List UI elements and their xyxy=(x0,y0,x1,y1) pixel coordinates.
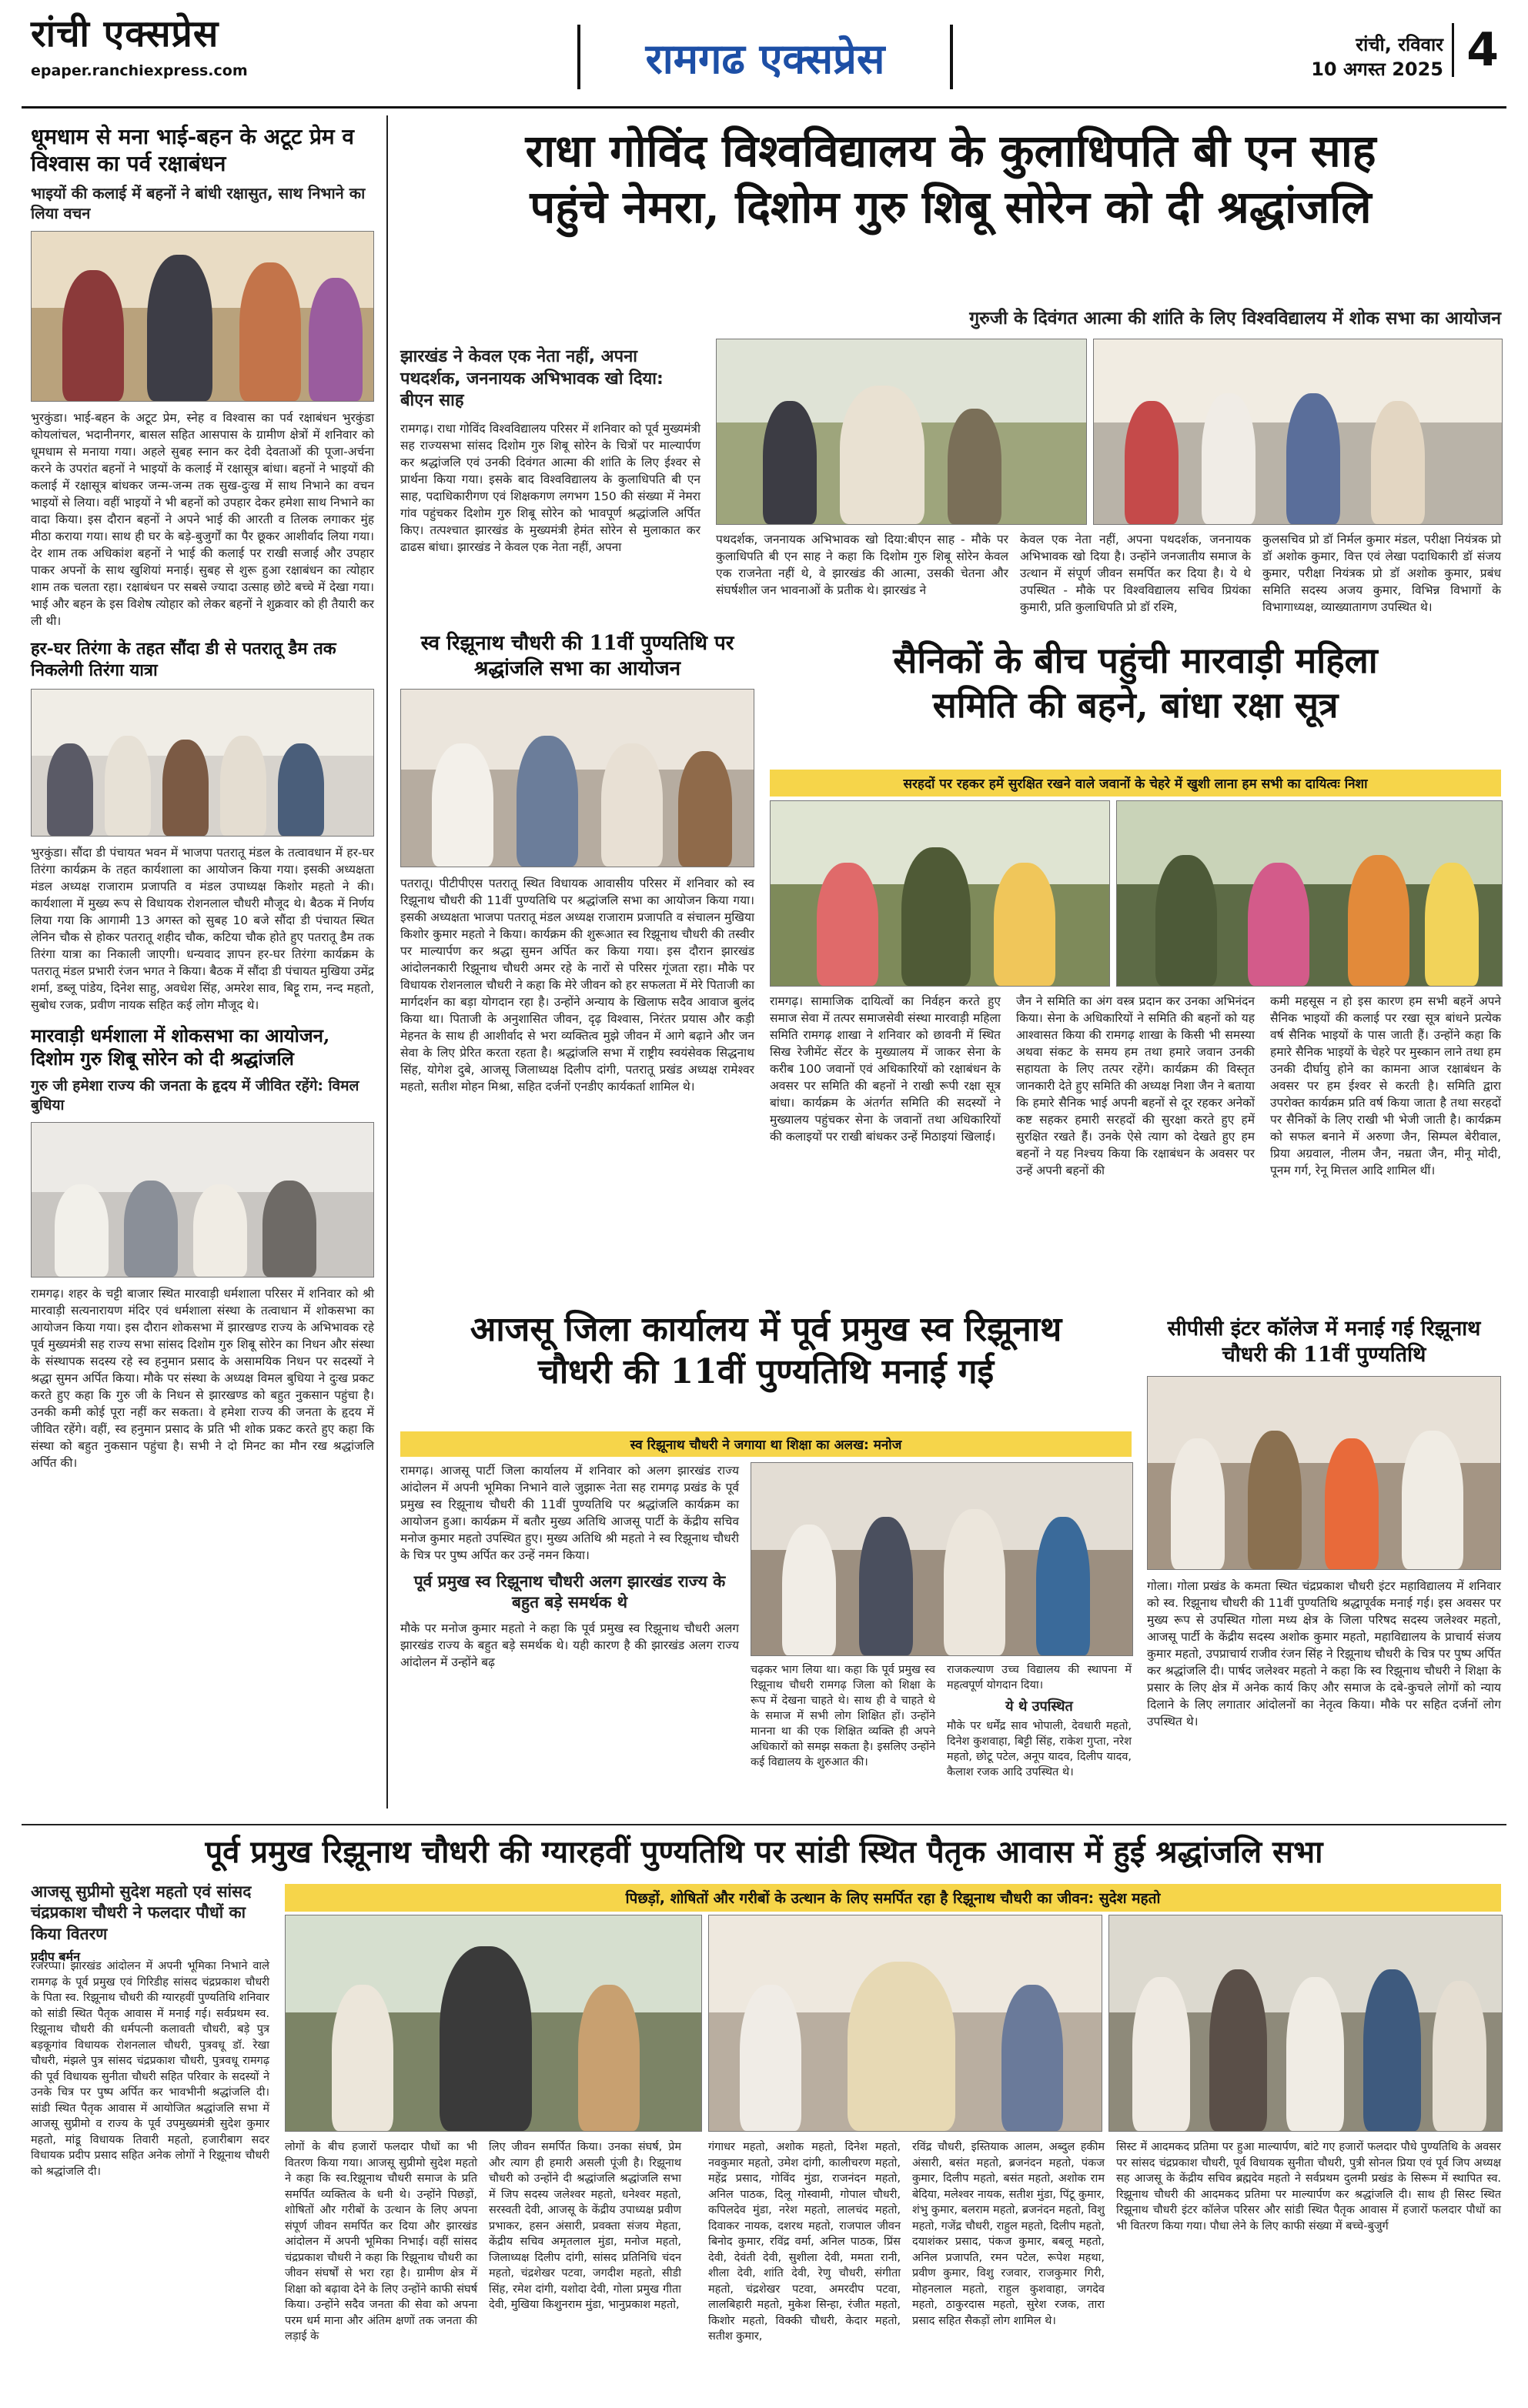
ajsu-banner: स्व रिझूनाथ चौधरी ने जगाया था शिक्षा का अलख: मनोज xyxy=(400,1431,1132,1457)
story-raksha-subhead: भाइयों की कलाई में बहनों ने बांधी रक्षासुत, साथ निभाने का लिया वचन xyxy=(31,184,366,222)
lead-body-2: पथदर्शक, जननायक अभिभावक खो दिया:बीएन साह - मौके पर कुलाधिपति बी एन साह ने कहा कि दिशोम गुरु शिबू सोरेन केवल एक राजनेता नहीं थे, वे झारखंड की आत्मा, उसकी चेतना और संघर्षशील जन भावनाओं के प्रतीक थे। झारखंड ने xyxy=(716,533,1008,597)
ajsu-headline-block xyxy=(400,1308,1132,1393)
story-raksha-body: भुरकुंडा। भाई-बहन के अटूट प्रेम, स्नेह व विश्वास का पर्व रक्षाबंधन भुरकुंडा कोयलांचल, भदानीनगर, बासल सहित आसपास के ग्रामीण क्षेत्रों में शनिवार को धूमधाम से मनाया गया। अहले सुबह स्नान कर देवी देवताओं की पूजा-अर्चना करने के उपरांत बहनों ने भाइयों के कलाई में रक्षासूत्र बांधा। बहनों ने भाइयों की कलाई में रक्षासूत्र बांधकर जन्म-जन्म तक सुख-दुःख में साथ निभाने का वचन भाइयों से लिया। वहीं भाइयों ने भी बहनों को उपहार देकर हमेशा साथ निभाने का वादा किया। इस दौरान बहनों ने अपने भाई की आरती व तिलक लगाकर मुंह मीठा कराया गया। साथ ही घर के बड़े-बुजुर्गों का पैर छूकर आशीर्वाद लिया गया। देर शाम तक अधिकांश बहनों ने भाई की कलाई पर राखी सजाई और उपहार पाकर अपनों के साथ खुशियां मनाई। सुबह से शुरू हुआ रक्षाबंधन का त्योहार शाम तक चलता रहा। रक्षाबंधन पर सबसे ज्यादा उत्साह छोटे बच्चे में देखा गया। भाई और बहन के इस विशेष त्योहार को लेकर बहनों ने शुक्रवार को ही तैयारी कर ली थी। xyxy=(31,411,374,628)
story-marwari-headline: मारवाड़ी धर्मशाला में शोकसभा का आयोजन, दिशोम गुरु शिबू सोरेन को दी श्रद्धांजलि xyxy=(31,1024,330,1070)
lead-text-column xyxy=(400,346,700,556)
cpc-story-photo xyxy=(1147,1376,1501,1570)
lead-headline-block xyxy=(400,123,1501,235)
cpc-story xyxy=(1147,1316,1501,1730)
lead-kicker: गुरुजी के दिवंगत आत्मा की शांति के लिए विश्वविद्यालय में शोक सभा का आयोजन xyxy=(969,309,1501,329)
army-photo-2 xyxy=(1116,800,1503,987)
army-body-3: कमी महसूस न हो इस कारण हम सभी बहनें अपने सैनिक भाइयों की कलाई पर रखा सूत्र बांधने प्रत्येक वर्ष सैनिक भाइयों के पास जाती हैं। उन्होंने कहा कि हमारे सैनिक भाइयों के चेहरे पर मुस्कान लाने तथा हम उनकी दीर्घायु होने का कामना आज रक्षाबंधन के अवसर पर हम ईश्वर से करती है। समिति द्वारा उपरोक्त कार्यक्रम प्रति वर्ष किया जाता है तथा सरहदों पर सैनिकों के लिए राखी भी भेजी जाती है। कार्यक्रम को सफल बनाने में अरुणा जैन, सिम्पल बेरीवाल, प्रिया अग्रवाल, नीलम जैन, नम्रता जैन, मीनू मोदी, पूनम गर्ग, रेनू मित्तल आदि शामिल थीं। xyxy=(1270,994,1501,1177)
bottom-col-4: गंगाधर महतो, अशोक महतो, दिनेश महतो, नवकुमार महतो, उमेश दांगी, कालीचरण महतो, महेंद्र प्रसाद, गोविंद मुंडा, राजनंदन महतो, अनिल पाठक, दिलू गोस्वामी, गोपाल चौधरी, कपिलदेव मुंडा, नरेश महतो, लालचंद महतो, दिवाकर नायक, दशरथ महतो, राजपाल जीवन बिनोद कुमार, रविंद्र वर्मा, अनिल पाठक, प्रिंस देवी, देवंती देवी, सुशीला देवी, ममता रानी, शीला देवी, शांति देवी, रेणु चौधरी, संगीता महतो, चंद्रशेखर पटवा, अमरदीप पटवा, लालबिहारी महतो, मुकेश सिन्हा, रंजीत महतो, किशोर महतो, विक्की चौधरी, केदार महतो, सतीश कुमार, xyxy=(708,2141,901,2343)
lead-photo-1 xyxy=(716,339,1087,525)
story-marwari-subhead: गुरु जी हमेशा राज्य की जनता के हृदय में जीवित रहेंगे: विमल बुधिया xyxy=(31,1077,359,1114)
bottom-side-headline: आजसू सुप्रीमो सुदेश महतो एवं सांसद चंद्रप्रकाश चौधरी ने फलदार पौधों का किया वितरण xyxy=(31,1882,252,1943)
mid-story-headline: स्व रिझूनाथ चौधरी की 11वीं पुण्यतिथि पर श्रद्धांजलि सभा का आयोजन xyxy=(420,632,734,680)
lead-body: रामगढ़। राधा गोविंद विश्वविद्यालय परिसर में शनिवार को पूर्व मुख्यमंत्री सह राज्यसभा सांसद दिशोम गुरु शिबू सोरेन के चित्रों पर माल्यार्पण कर श्रद्धांजलि एवं उनकी दिवंगत आत्मा की शांति के लिए ईश्वर से प्रार्थना किया गया। इसके बाद विश्वविद्यालय के कुलाधिपति बी एन साह, पदाधिकारीगण एवं शिक्षकगण लगभग 150 की संख्या में नेमरा गांव पहुंचकर दिशोम गुरु शिबू सोरेन को भावपूर्ण श्रद्धांजलि अर्पित किए। तत्पश्चात झारखंड के मुख्यमंत्री हेमंत सोरेन से मुलाकात कर ढाढस बांधा। झारखंड ने केवल एक नेता नहीं, अपना xyxy=(400,421,700,554)
mid-story xyxy=(400,631,754,1095)
masthead xyxy=(31,8,323,100)
dateline-place: रांची, रविवार xyxy=(1356,34,1443,55)
lead-body-3: केवल एक नेता नहीं, अपना पथदर्शक, जननायक अभिभावक खो दिया है। उन्होंने जनजातीय समाज के उत्थान में संपूर्ण जीवन समर्पित कर दिया है। ये थे उपस्थित - मौके पर विश्वविद्यालय सचिव प्रियंका कुमारी, प्रति कुलाधिपति प्रो डॉ रश्मि, xyxy=(1020,533,1251,614)
marwari-sabha-photo xyxy=(31,1122,374,1277)
army-body-2: जैन ने समिति का अंग वस्त्र प्रदान कर उनका अभिनंदन किया। सेना के अधिकारियों ने समिति की बहनों को यह आश्वासत किया की रामगढ़ शाखा के किसी भी समस्या अथवा संकट के समय हम तथा हमारे जवान उनकी सहायता के लिए तत्पर रहेंगे। कार्यक्रम की विस्तृत जानकारी देते हुए समिति की अध्यक्ष निशा जैन ने बताया कि हमारे सैनिक भाई अपनी बहनों से दूर रहकर अनेकों कष्ट सहकर हमारी सरहदों की सुरक्षा करते हुए हमें सुरक्षित रखते हैं। उनके ऐसे त्याग को देखते हुए हम बहनों ने यह निश्चय किया कि रक्षाबंधन के अवसर पर उन्हें अपनी बहनों की xyxy=(1016,994,1255,1177)
story-raksha-headline: धूमधाम से मना भाई-बहन के अटूट प्रेम व विश्वास का पर्व रक्षाबंधन xyxy=(31,124,354,176)
ajsu-body-1: रामगढ़। आजसू पार्टी जिला कार्यालय में शनिवार को अलग झारखंड राज्य आंदोलन में अपनी भूमिका निभाने वाले जुझारू नेता सह रामगढ़ प्रखंड के पूर्व प्रमुख स्व रिझूनाथ चौधरी की 11वीं पुण्यतिथि पर श्रद्धांजलि कार्यक्रम का आयोजन हुआ। कार्यक्रम में बतौर मुख्य अतिथि आजसू पार्टी के केंद्रीय सचिव मनोज कुमार महतो उपस्थित हुए। मुख्य अतिथि श्री महतो ने स्व रिझूनाथ चौधरी के चित्र पर पुष्प अर्पित कर उन्हें नमन किया। xyxy=(400,1464,739,1562)
bottom-photo-3 xyxy=(1108,1915,1503,2132)
section-divider xyxy=(22,1824,1506,1825)
ajsu-body-3: चढ़कर भाग लिया था। कहा कि पूर्व प्रमुख स्व रिझूनाथ चौधरी रामगढ़ जिला को शिक्षा के रूप में देखना चाहते थे। साथ ही वे चाहते थे के समाज में सभी लोग शिक्षित हों। उन्होंने मानना था की एक शिक्षित व्यक्ति ही अपने अधिकारों को समझ सकता है। इसलिए उन्होंने कई विद्यालय के शुरुआत की। xyxy=(751,1664,935,1768)
ajsu-present-head: ये थे उपस्थित xyxy=(1005,1698,1073,1715)
story-tiranga-headline: हर-घर तिरंगा के तहत सौंदा डी से पतरातू डैम तक निकलेगी तिरंगा यात्रा xyxy=(31,639,336,680)
bottom-byline: प्रदीप बर्मन xyxy=(31,1949,80,1964)
edition-title-box xyxy=(577,25,953,89)
tiranga-meeting-photo xyxy=(31,689,374,837)
bottom-banner: पिछड़ों, शोषितों और गरीबों के उत्थान के लिए समर्पित रहा है रिझूनाथ चौधरी का जीवन: सुदेश महतो xyxy=(285,1884,1501,1912)
cpc-story-headline: सीपीसी इंटर कॉलेज में मनाई गई रिझूनाथ चौधरी की 11वीं पुण्यतिथि xyxy=(1167,1317,1481,1367)
left-column xyxy=(31,123,374,1471)
ajsu-body-5: मौके पर धर्मेंद्र साव भोपाली, देवधारी महतो, दिनेश कुशवाहा, बिट्टी सिंह, राकेश गुप्ता, नरेश महतो, छोटू पटेल, अनूप यादव, दिलीप यादव, कैलाश रजक आदि उपस्थित थे। xyxy=(947,1720,1132,1779)
story-tiranga-body: भुरकुंडा। सौंदा डी पंचायत भवन में भाजपा पतरातू मंडल के तत्वावधान में हर-घर तिरंगा कार्यक्रम के तहत कार्यशाला का आयोजन किया गया। इसकी अध्यक्षता मंडल अध्यक्ष राजाराम प्रजापति व मंडल उपाध्यक्ष किशोर महतो ने की। कार्यशाला में मुख्य रूप से विधायक रोशनलाल चौधरी मौजूद थे। बैठक में निर्णय लिया गया कि आगामी 13 अगस्त को सुबह 10 बजे सौंदा डी पंचायत स्थित लेनिन चौक से होकर पतरातू शहीद चौक, कटिया चौक होते हुए पतरातू डैम तक तिरंगा यात्रा का निकाली जाएगी। धन्यवाद ज्ञापन हर-घर तिरंगा कार्यक्रम के पतरातू मंडल प्रभारी रंजन भगत ने किया। बैठक में सौंदा डी पंचायत मुखिया उमेंद्र शर्मा, डब्लू पांडेय, दिनेश साहु, अवधेश सिंह, अमरेश साव, बिट्टू राम, नन्द महतो, सुबोध रजक, प्रवीण नायक सहित कई लोग मौजूद थे। xyxy=(31,846,374,1012)
ajsu-headline-line-2: चौधरी की 11वीं पुण्यतिथि मनाई गई xyxy=(537,1352,995,1391)
header-rule xyxy=(22,106,1506,109)
ajsu-subhead: पूर्व प्रमुख स्व रिझूनाथ चौधरी अलग झारखंड राज्य के बहुत बड़े समर्थक थे xyxy=(413,1572,726,1612)
army-photo-1 xyxy=(770,800,1110,987)
edition-title: रामगढ एक्सप्रेस xyxy=(645,34,885,83)
mid-story-body: पतरातू। पीटीपीएस पतरातू स्थित विधायक आवासीय परिसर में शनिवार को स्व रिझूनाथ चौधरी की 11वीं पुण्यतिथि पर श्रद्धांजलि सभा का आयोजन किया गया। इसकी अध्यक्षता भाजपा पतरातू मंडल अध्यक्ष राजाराम प्रजापति व संचालन मुखिया किशोर कुमार महतो ने किया। कार्यक्रम की शुरूआत स्व रिझूनाथ चौधरी की तस्वीर पर माल्यार्पण कर श्रद्धा सुमन अर्पित कर किया गया। इस दौरान झारखंड आंदोलनकारी रिझूनाथ चौधरी अमर रहे के नारों से परिसर गूंजता रहा। मौके पर विधायक रोशनलाल चौधरी ने कहा कि मेरे जीवन को हर सफलता में मेरे पिताजी का मार्गदर्शन का बड़ा योगदान रहा है। उन्होंने अन्याय के खिलाफ सदैव आवाज बुलंद किया था। पिताजी के अनुशासित जीवन, दृढ़ विश्वास, निरंतर प्रयास और कड़ी मेहनत के साथ ही आशीर्वाद से भरा व्यक्तित्व मुझे जीवन में आगे बढ़ाने और जन सेवा के लिए प्रेरित करता रहता है। श्रद्धांजलि सभा में राष्ट्रीय स्वयंसेवक सिद्धनाथ सिंह, योगेश दुबे, आजसू जिलाध्यक्ष दिलीप दांगी, पतरातू प्रखंड अध्यक्ष रामेश्वर महतो, सतीश मोहन मिश्रा, सहित दर्जनों एनडीए कार्यकर्ता शामिल थे। xyxy=(400,877,754,1094)
army-banner: सरहदों पर रहकर हमें सुरक्षित रखने वाले जवानों के चेहरे में खुशी लाना हम सभी का दायित्वः निशा xyxy=(770,770,1501,797)
story-marwari-body: रामगढ़। शहर के चट्टी बाजार स्थित मारवाड़ी धर्मशाला परिसर में शनिवार को श्री मारवाड़ी सत्यनारायण मंदिर एवं धर्मशाला संस्था के तत्वाधान में शोकसभा का आयोजन किया गया। इस दौरान शोकसभा में झारखण्ड राज्य के अभिभावक रहे पूर्व मुख्यमंत्री सह राज्य सभा सांसद दिशोम गुरु शिबू सोरेन का निधन और संस्था के संस्थापक सदस्य रहे स्व हनुमान प्रसाद के असामयिक निधन पर सदस्यों ने श्रद्धा सुमन अर्पित किया। मौके पर संस्था के अध्यक्ष विमल बुधिया ने दुःख प्रकट करते हुए कहा कि गुरु जी के निधन से झारखण्ड को बहुत नुकसान पहुंचा है। उनकी कमी कोई पूरा नहीं कर सकता। वे हमेशा राज्य की जनता के हृदय में जीवित रहेंगे। वहीं, स्व हनुमान प्रसाद के प्रति भी शोक प्रकट करते हुए कहा कि संस्था को बहुत नुकसान पहुंचा है। सभी ने दो मिनट का मौन रख श्रद्धांजलि अर्पित की। xyxy=(31,1287,374,1471)
ajsu-text-right xyxy=(947,1662,1132,1780)
bottom-col-3: लिए जीवन समर्पित किया। उनका संघर्ष, प्रेम और त्याग ही हमारी असली पूंजी है। रिझूनाथ चौधरी को उन्होंने दी श्रद्धांजलि श्रद्धांजलि सभा में जिप सदस्य जलेश्वर महतो, धनेश्वर महतो, सरस्वती देवी, आजसू के केंद्रीय उपाध्यक्ष प्रवीण प्रभाकर, हसन अंसारी, प्रवक्ता संजय मेहता, केंद्रीय सचिव अमृतलाल मुंडा, मनोज महतो, जिलाध्यक्ष दिलीप दांगी, सांसद प्रतिनिधि चंदन महतो, चंद्रशेखर पटवा, जगदीश महतो, सीडी सिंह, रमेश दांगी, यशोदा देवी, गोला प्रमुख गीता देवी, मुखिया किशुनराम मुंडा, भानुप्रकाश महतो, xyxy=(489,2141,681,2311)
army-body-1: रामगढ़। सामाजिक दायित्वों का निर्वहन करते हुए समाज सेवा में तत्पर समाजसेवी संस्था मारवाड़ी महिला समिति रामगढ़ शाखा ने शनिवार को छावनी में स्थित सिख रेजीमेंट सेंटर के मुख्यालय में जाकर सेना के करीब 100 जवानों एवं अधिकारियों को रक्षाबंधन के अवसर पर समिति की बहनों ने राखी रूपी रक्षा सूत्र बांधा। कार्यक्रम के अंतर्गत समिति की सदस्यों ने मुख्यालय पहुंचकर सेना के जवानों तथा अधिकारियों की कलाइयों पर राखी बांधकर उन्हें मिठाइयां खिलाई। xyxy=(770,994,1001,1144)
army-headline-block xyxy=(770,639,1501,727)
masthead-logo: रांची एक्सप्रेस xyxy=(31,12,219,55)
bottom-col-5: रविंद्र चौधरी, इस्तियाक आलम, अब्दुल हकीम अंसारी, बसंत महतो, ब्रजनंदन महतो, पंकज कुमार, दिलीप महतो, बसंत महतो, अशोक राम बेदिया, मलेश्वर नायक, सतीश मुंडा, पिंटू कुमार, शंभु कुमार, बलराम महतो, ब्रजनंदन महतो, विशु महतो, गजेंद्र चौधरी, राहुल महतो, दिलीप महतो, दयाशंकर प्रसाद, पंकज कुमार, बबलू महतो, अनिल प्रजापति, रमन पटेल, रूपेश महथा, प्रवीण कुमार, विशु रजवार, राजकुमार गिरी, मोहनलाल महतो, राहुल कुशवाहा, जगदेव महतो, ठाकुरदास महतो, सुरेश रजक, तारा प्रसाद सहित सैकड़ों लोग शामिल थे। xyxy=(912,2141,1105,2327)
bottom-headline: पूर्व प्रमुख रिझूनाथ चौधरी की ग्यारहवीं पुण्यतिथि पर सांडी स्थित पैतृक आवास में हुई श्रद्धांजलि सभा xyxy=(205,1834,1323,1870)
army-headline-line-1: सैनिकों के बीच पहुंची मारवाड़ी महिला xyxy=(893,640,1378,681)
ajsu-photo xyxy=(751,1462,1133,1656)
cpc-story-body: गोला। गोला प्रखंड के कमता स्थित चंद्रप्रकाश चौधरी इंटर महाविद्यालय में शनिवार को स्व. रिझूनाथ चौधरी की 11वीं पुण्यतिथि श्रद्धापूर्वक मनाई गई। इस अवसर पर मुख्य रूप से उपस्थित गोला मध्य क्षेत्र के जिला परिषद सदस्य जलेश्वर महतो, आजसू पार्टी के केंद्रीय सदस्य अशोक कुमार महतो, महाविद्यालय के प्राचार्य संजय कुमार महतो, उपप्राचार्य राजीव रंजन सिंह ने रिझूनाथ चौधरी के चित्र पर पुष्प अर्पित कर श्रद्धांजलि दी। पार्षद जलेश्वर महतो ने कहा कि स्व रिझूनाथ चौधरी ने शिक्षा के प्रसार के लिए क्षेत्र में अनेक कार्य किए और समाज के दबे-कुचले लोगों को न्याय दिलाने के लिए लगातार आंदोलनों का नेतृत्व किया। मौके पर सहित दर्जनों लोग उपस्थित थे। xyxy=(1147,1578,1501,1728)
raksha-photo xyxy=(31,231,374,402)
page-number: 4 xyxy=(1452,23,1499,77)
masthead-url[interactable]: epaper.ranchiexpress.com xyxy=(31,62,248,79)
bottom-col-2: लोगों के बीच हजारों फलदार पौधों का भी वितरण किया गया। आजसू सुप्रीमो सुदेश महतो ने कहा कि स्व.रिझूनाथ चौधरी समाज के प्रति समर्पित व्यक्तित्व के धनी थे। उन्होंने पिछड़ों, शोषितों और गरीबों के उत्थान के लिए अपना संपूर्ण जीवन समर्पित कर दिया और झारखंड आंदोलन में अपनी भूमिका निभाई। वहीं सांसद चंद्रप्रकाश चौधरी ने कहा कि रिझूनाथ चौधरी का जीवन संघर्षों से भरा रहा है। ग्रामीण क्षेत्र में शिक्षा को बढ़ावा देने के लिए उन्होंने काफी संघर्ष किया। उन्होंने सदैव जनता की सेवा को अपना परम धर्म माना और अंतिम क्षणों तक जनता की लड़ाई के xyxy=(285,2141,477,2343)
bottom-photo-2 xyxy=(708,1915,1102,2132)
lead-photo-2 xyxy=(1093,339,1503,525)
bottom-side-block xyxy=(31,1882,269,1965)
dateline xyxy=(1311,32,1443,82)
dateline-date: 10 अगस्त 2025 xyxy=(1311,58,1443,80)
lead-headline-line-2: पहुंचे नेमरा, दिशोम गुरु शिबू सोरेन को दी श्रद्धांजलि xyxy=(530,180,1372,233)
ajsu-body-2: मौके पर मनोज कुमार महतो ने कहा कि पूर्व प्रमुख स्व रिझूनाथ चौधरी अलग झारखंड राज्य के बहुत बड़े समर्थक थे। यही कारण है की झारखंड अलग राज्य आंदोलन में उन्होंने बढ़ xyxy=(400,1621,739,1669)
bottom-photo-1 xyxy=(285,1915,702,2132)
ajsu-headline-line-1: आजसू जिला कार्यालय में पूर्व प्रमुख स्व रिझूनाथ xyxy=(470,1310,1062,1349)
bottom-col-6: सिस्ट में आदमकद प्रतिमा पर हुआ माल्यार्पण, बांटे गए हजारों फलदार पौधे पुण्यतिथि के अवसर पर सांसद चंद्रप्रकाश चौधरी, पूर्व विधायक सुनीता चौधरी, पुत्री सोनल प्रिया एवं पूर्व जिप अध्यक्ष सह आजसू के केंद्रीय सचिव ब्रह्मदेव महतो ने सर्वप्रथम दुलमी प्रखंड के सिरूम में स्थापित स्व. रिझूनाथ चौधरी की आदमकद प्रतिमा पर माल्यार्पण कर श्रद्धांजलि दी। साथ ही सिस्ट स्थित रिझूनाथ चौधरी इंटर कॉलेज परिसर और सांडी स्थित पैतृक आवास में हजारों फलदार पौधों का भी वितरण किया गया। पौधा लेने के लिए काफी संख्या में बच्चे-बुजुर्ग xyxy=(1116,2141,1501,2233)
army-headline-line-2: समिति की बहने, बांधा रक्षा सूत्र xyxy=(932,683,1339,726)
ajsu-text-left xyxy=(400,1462,739,1671)
column-divider xyxy=(386,115,388,1809)
bottom-col-1: रजरप्पा। झारखंड आंदोलन में अपनी भूमिका निभाने वाले रामगढ़ के पूर्व प्रमुख एवं गिरिडीह सांसद चंद्रप्रकाश चौधरी के पिता स्व. रिझूनाथ चौधरी की ग्यारहवीं पुण्यतिथि शनिवार को सांडी स्थित पैतृक आवास में मनाई गई। सर्वप्रथम स्व. रिझूनाथ चौधरी की धर्मपत्नी कलावती चौधरी, बड़े पुत्र बड़कूगांव विधायक रोशनलाल चौधरी, पुत्रवधू डॉ. रेखा चौधरी, मंझले पुत्र सांसद चंद्रप्रकाश चौधरी, पुत्रवधू रामगढ़ की पूर्व विधायक सुनीता चौधरी सहित परिवार के सदस्यों ने उनके चित्र पर पुष्प अर्पित कर भावभीनी श्रद्धांजलि दी। सांडी स्थित पैतृक आवास में आयोजित श्रद्धांजलि सभा में आजसू सुप्रीमो व राज्य के पूर्व उपमुख्यमंत्री सुदेश कुमार महतो, मांडू विधायक तिवारी महतो, हजारीबाग सदर विधायक प्रदीप प्रसाद सहित अनेक लोगों ने रिझूनाथ चौधरी को श्रद्धांजलि दी। xyxy=(31,1960,269,2178)
ajsu-body-4: राजकल्याण उच्च विद्यालय की स्थापना में महत्वपूर्ण योगदान दिया। xyxy=(947,1664,1132,1692)
lead-body-4: कुलसचिव प्रो डॉ निर्मल कुमार मंडल, परीक्षा नियंत्रक प्रो डॉ अशोक कुमार, वित्त एवं लेखा पदाधिकारी डॉ संजय कुमार, परीक्षा नियंत्रक प्रो डॉ अशोक कुमार, प्रबंध समिति सदस्य अजय कुमार, विभिन्न विभागों के विभागाध्यक्ष, व्याख्यातागण उपस्थित थे। xyxy=(1262,533,1501,614)
lead-subhead: झारखंड ने केवल एक नेता नहीं, अपना पथदर्शक, जननायक अभिभावक खो दिया: बीएन साह xyxy=(400,347,664,411)
mid-story-photo xyxy=(400,689,754,867)
lead-headline-line-1: राधा गोविंद विश्वविद्यालय के कुलाधिपति बी एन साह xyxy=(525,125,1376,177)
